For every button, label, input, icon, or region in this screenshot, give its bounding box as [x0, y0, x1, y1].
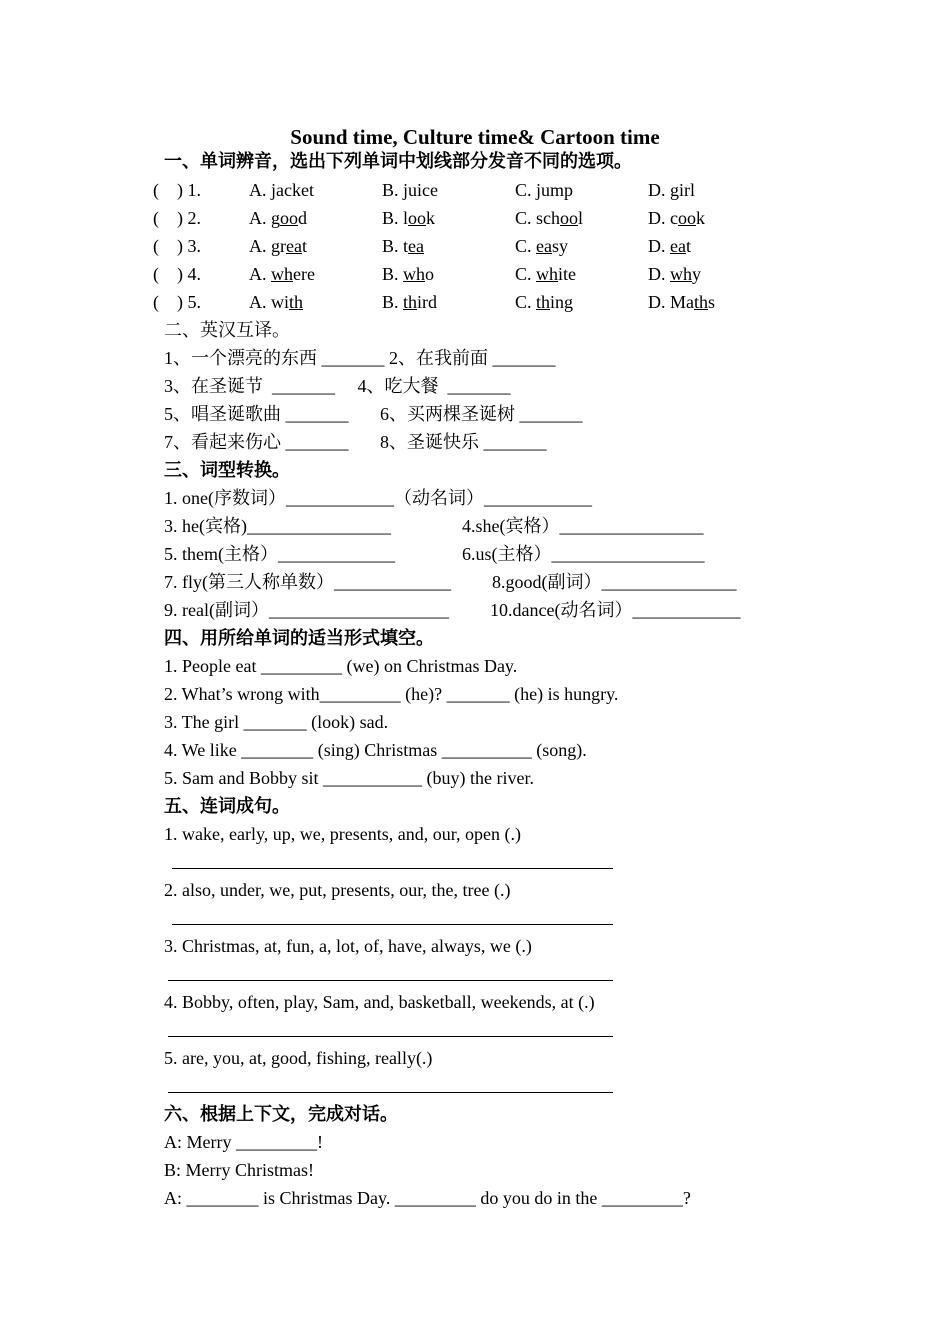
question-number: ( ) 3. [153, 236, 201, 256]
fill-blank-line: 2. What’s wrong with_________ (he)? _______ (he) is hungry. [164, 684, 619, 704]
option-c: C. thing [515, 292, 574, 312]
word-form-item: 9. real(副词）____________________ [164, 600, 449, 620]
answer-line [172, 924, 613, 925]
option-c: C. white [515, 264, 577, 284]
translation-line: 3、在圣诞节 _______ 4、吃大餐 _______ [164, 376, 511, 396]
translation-line: 7、看起来伤心 _______ 8、圣诞快乐 _______ [164, 432, 547, 452]
option-c: C. easy [515, 236, 569, 256]
option-c: C. jump [515, 180, 574, 200]
option-d: D. girl [648, 180, 695, 200]
option-a: A. jacket [249, 180, 314, 200]
section-4-heading: 四、用所给单词的适当形式填空。 [164, 628, 434, 648]
worksheet-title: Sound time, Culture time& Cartoon time [290, 125, 660, 149]
option-d: D. eat [648, 236, 691, 256]
scrambled-sentence: 3. Christmas, at, fun, a, lot, of, have, always, we (.) [164, 936, 532, 956]
option-a: A. great [249, 236, 307, 256]
section-5-heading: 五、连词成句。 [164, 796, 290, 816]
fill-blank-line: 1. People eat _________ (we) on Christmas Day. [164, 656, 518, 676]
option-b: B. look [382, 208, 436, 228]
option-b: B. third [382, 292, 438, 312]
translation-line: 5、唱圣诞歌曲 _______ 6、买两棵圣诞树 _______ [164, 404, 583, 424]
answer-line [168, 1092, 613, 1093]
dialogue-line: A: Merry _________! [164, 1132, 323, 1152]
section-6-heading: 六、根据上下文，完成对话。 [164, 1104, 398, 1124]
word-form-item: 3. he(宾格)________________ [164, 516, 391, 536]
question-number: ( ) 5. [153, 292, 201, 312]
option-a: A. good [249, 208, 307, 228]
section-3-heading: 三、词型转换。 [164, 460, 290, 480]
option-c: C. school [515, 208, 584, 228]
option-b: B. juice [382, 180, 439, 200]
option-d: D. cook [648, 208, 705, 228]
fill-blank-line: 3. The girl _______ (look) sad. [164, 712, 389, 732]
scrambled-sentence: 4. Bobby, often, play, Sam, and, basketball, weekends, at (.) [164, 992, 595, 1012]
answer-line [172, 868, 613, 869]
dialogue-line: B: Merry Christmas! [164, 1160, 314, 1180]
translation-line: 1、一个漂亮的东西 _______ 2、在我前面 _______ [164, 348, 556, 368]
scrambled-sentence: 2. also, under, we, put, presents, our, the, tree (.) [164, 880, 511, 900]
fill-blank-line: 5. Sam and Bobby sit ___________ (buy) the river. [164, 768, 534, 788]
word-form-item: 10.dance(动名词）____________ [490, 600, 741, 620]
question-number: ( ) 4. [153, 264, 201, 284]
scrambled-sentence: 1. wake, early, up, we, presents, and, our, open (.) [164, 824, 521, 844]
option-a: A. with [249, 292, 304, 312]
option-d: D. Maths [648, 292, 716, 312]
word-form-line: 1. one(序数词）____________（动名词）____________ [164, 488, 592, 508]
answer-line [168, 980, 613, 981]
fill-blank-line: 4. We like ________ (sing) Christmas __________ (song). [164, 740, 587, 760]
word-form-item: 7. fly(第三人称单数）_____________ [164, 572, 451, 592]
option-b: B. who [382, 264, 435, 284]
scrambled-sentence: 5. are, you, at, good, fishing, really(.) [164, 1048, 433, 1068]
section-2-heading: 二、英汉互译。 [164, 320, 290, 340]
section-1-heading: 一、单词辨音，选出下列单词中划线部分发音不同的选项。 [164, 151, 632, 171]
word-form-item: 5. them(主格）_____________ [164, 544, 395, 564]
word-form-item: 8.good(副词）_______________ [492, 572, 737, 592]
option-b: B. tea [382, 236, 424, 256]
option-a: A. where [249, 264, 315, 284]
question-number: ( ) 1. [153, 180, 201, 200]
answer-line [168, 1036, 613, 1037]
question-number: ( ) 2. [153, 208, 201, 228]
dialogue-line: A: ________ is Christmas Day. _________ do you do in the _________? [164, 1188, 691, 1208]
option-d: D. why [648, 264, 701, 284]
word-form-item: 4.she(宾格）________________ [462, 516, 704, 536]
word-form-item: 6.us(主格）_________________ [462, 544, 705, 564]
